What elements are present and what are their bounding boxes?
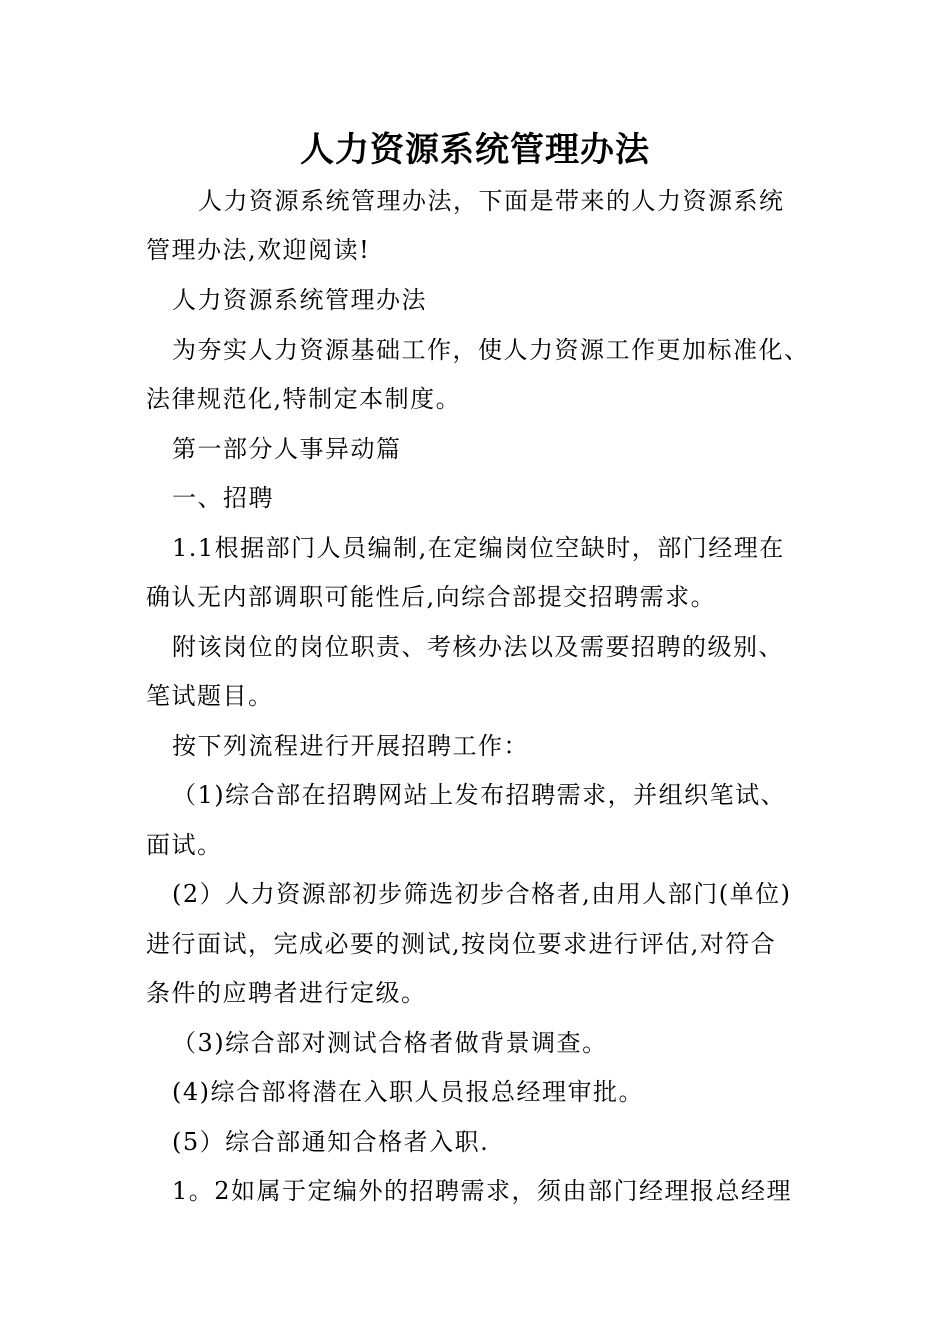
- section-heading: 第一部分人事异动篇: [172, 435, 402, 463]
- paragraph-line: 按下列流程进行开展招聘工作：: [172, 732, 529, 760]
- paragraph-line: 附该岗位的岗位职责、考核办法以及需要招聘的级别、: [172, 633, 784, 661]
- list-item-line: (2）人力资源部初步筛选初步合格者,由用人部门(单位): [172, 880, 792, 908]
- list-item-line: 面试。: [146, 831, 223, 859]
- list-item-line: (4)综合部将潜在入职人员报总经理审批。: [172, 1078, 644, 1106]
- list-item-line: （3)综合部对测试合格者做背景调查。: [172, 1029, 608, 1057]
- paragraph-line: 法律规范化,特制定本制度。: [146, 385, 462, 413]
- paragraph-line: 人力资源系统管理办法: [172, 286, 427, 314]
- list-item-line: (5）综合部通知合格者入职.: [172, 1128, 490, 1156]
- paragraph-line: 笔试题目。: [146, 682, 274, 710]
- paragraph-line: 1.1根据部门人员编制,在定编岗位空缺时，部门经理在: [172, 534, 785, 562]
- paragraph-line: 1。2如属于定编外的招聘需求，须由部门经理报总经理: [172, 1177, 793, 1205]
- section-heading: 一、招聘: [172, 484, 274, 512]
- paragraph-line: 管理办法,欢迎阅读!: [146, 236, 371, 264]
- list-item-line: 进行面试，完成必要的测试,按岗位要求进行评估,对符合: [146, 930, 777, 958]
- paragraph-line: 确认无内部调职可能性后,向综合部提交招聘需求。: [146, 583, 717, 611]
- paragraph-line: 人力资源系统管理办法，下面是带来的人力资源系统: [198, 187, 785, 215]
- list-item-line: 条件的应聘者进行定级。: [146, 979, 427, 1007]
- document-title: 人力资源系统管理办法: [300, 130, 650, 170]
- paragraph-line: 为夯实人力资源基础工作，使人力资源工作更加标准化、: [172, 336, 810, 364]
- list-item-line: （1)综合部在招聘网站上发布招聘需求，并组织笔试、: [172, 781, 787, 809]
